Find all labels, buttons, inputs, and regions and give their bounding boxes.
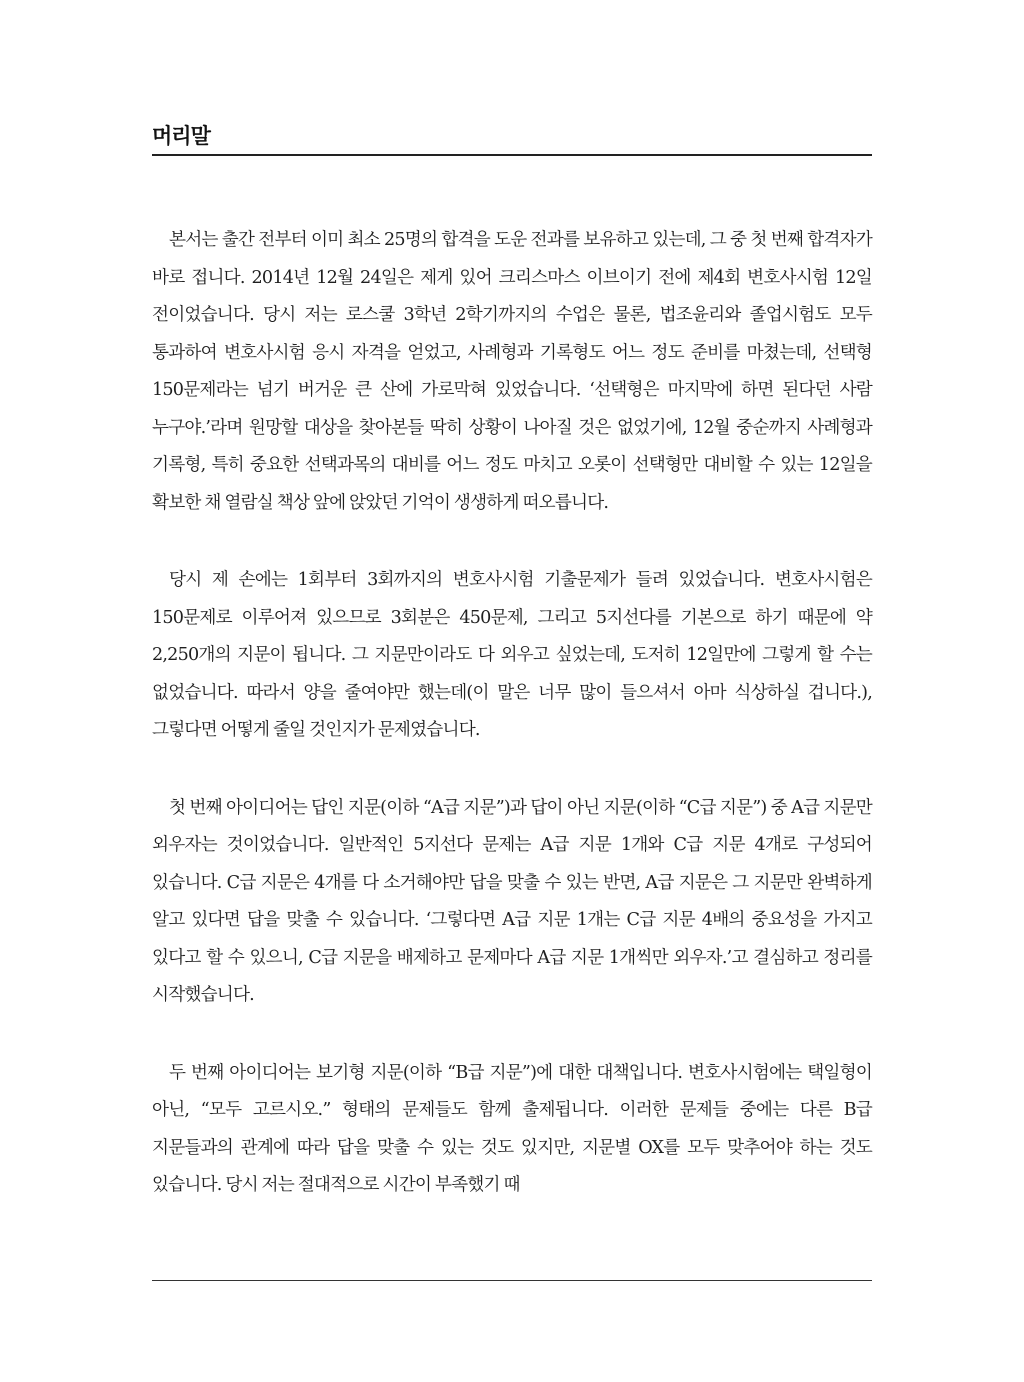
page-header xyxy=(152,118,872,156)
footer-divider xyxy=(152,1280,872,1281)
paragraph-2: 당시 제 손에는 1회부터 3회까지의 변호사시험 기출문제가 들려 있었습니다. 변호사시험은 150문제로 이루어져 있으므로 3회분은 450문제, 그리고 5지선다를 기본으로 하기 때문에 약 2,250개의 지문이 됩니다. 그 지문만이라도 다 외우고 싶었는데, 도저히 12일만에 그렇게 할 수는 없었습니다. 따라서 양을 줄여야만 했는데(이 말은 너무 많이 들으셔서 아마 식상하실 겁니다.), 그렇다면 어떻게 줄일 것인지가 문제였습니다. xyxy=(152,570,872,740)
page-title: 머리말 xyxy=(152,124,210,148)
paragraph-1: 본서는 출간 전부터 이미 최소 25명의 합격을 도운 전과를 보유하고 있는데, 그 중 첫 번째 합격자가 바로 접니다. 2014년 12월 24일은 제게 있어 크리스마스 이브이기 전에 제4회 변호사시험 12일 전이었습니다. 당시 저는 로스쿨 3학년 2학기까지의 수업은 물론, 법조윤리와 졸업시험도 모두 통과하여 변호사시험 응시 자격을 얻었고, 사례형과 기록형도 어느 정도 준비를 마쳤는데, 선택형 150문제라는 넘기 버거운 큰 산에 가로막혀 있었습니다. ‘선택형은 마지막에 하면 된다던 사람 누구야.’라며 원망할 대상을 찾아본들 딱히 상황이 나아질 것은 없었기에, 12월 중순까지 사례형과 기록형, 특히 중요한 선택과목의 대비를 어느 정도 마치고 오롯이 선택형만 대비할 수 있는 12일을 확보한 채 열람실 책상 앞에 앉았던 기억이 생생하게 떠오릅니다. xyxy=(152,230,872,513)
paragraph-3: 첫 번째 아이디어는 답인 지문(이하 “A급 지문”)과 답이 아닌 지문(이하 “C급 지문”) 중 A급 지문만 외우자는 것이었습니다. 일반적인 5지선다 문제는 A급 지문 1개와 C급 지문 4개로 구성되어 있습니다. C급 지문은 4개를 다 소거해야만 답을 맞출 수 있는 반면, A급 지문은 그 지문만 완벽하게 알고 있다면 답을 맞출 수 있습니다. ‘그렇다면 A급 지문 1개는 C급 지문 4배의 중요성을 가지고 있다고 할 수 있으니, C급 지문을 배제하고 문제마다 A급 지문 1개씩만 외우자.’고 결심하고 정리를 시작했습니다. xyxy=(152,797,872,1005)
document-page xyxy=(152,0,872,1382)
body-text xyxy=(152,222,872,1245)
paragraph-4: 두 번째 아이디어는 보기형 지문(이하 “B급 지문”)에 대한 대책입니다. 변호사시험에는 택일형이 아닌, “모두 고르시오.” 형태의 문제들도 함께 출제됩니다. 이러한 문제들 중에는 다른 B급 지문들과의 관계에 따라 답을 맞출 수 있는 것도 있지만, 지문별 OX를 모두 맞추어야 하는 것도 있습니다. 당시 저는 절대적으로 시간이 부족했기 때 xyxy=(152,1062,872,1195)
